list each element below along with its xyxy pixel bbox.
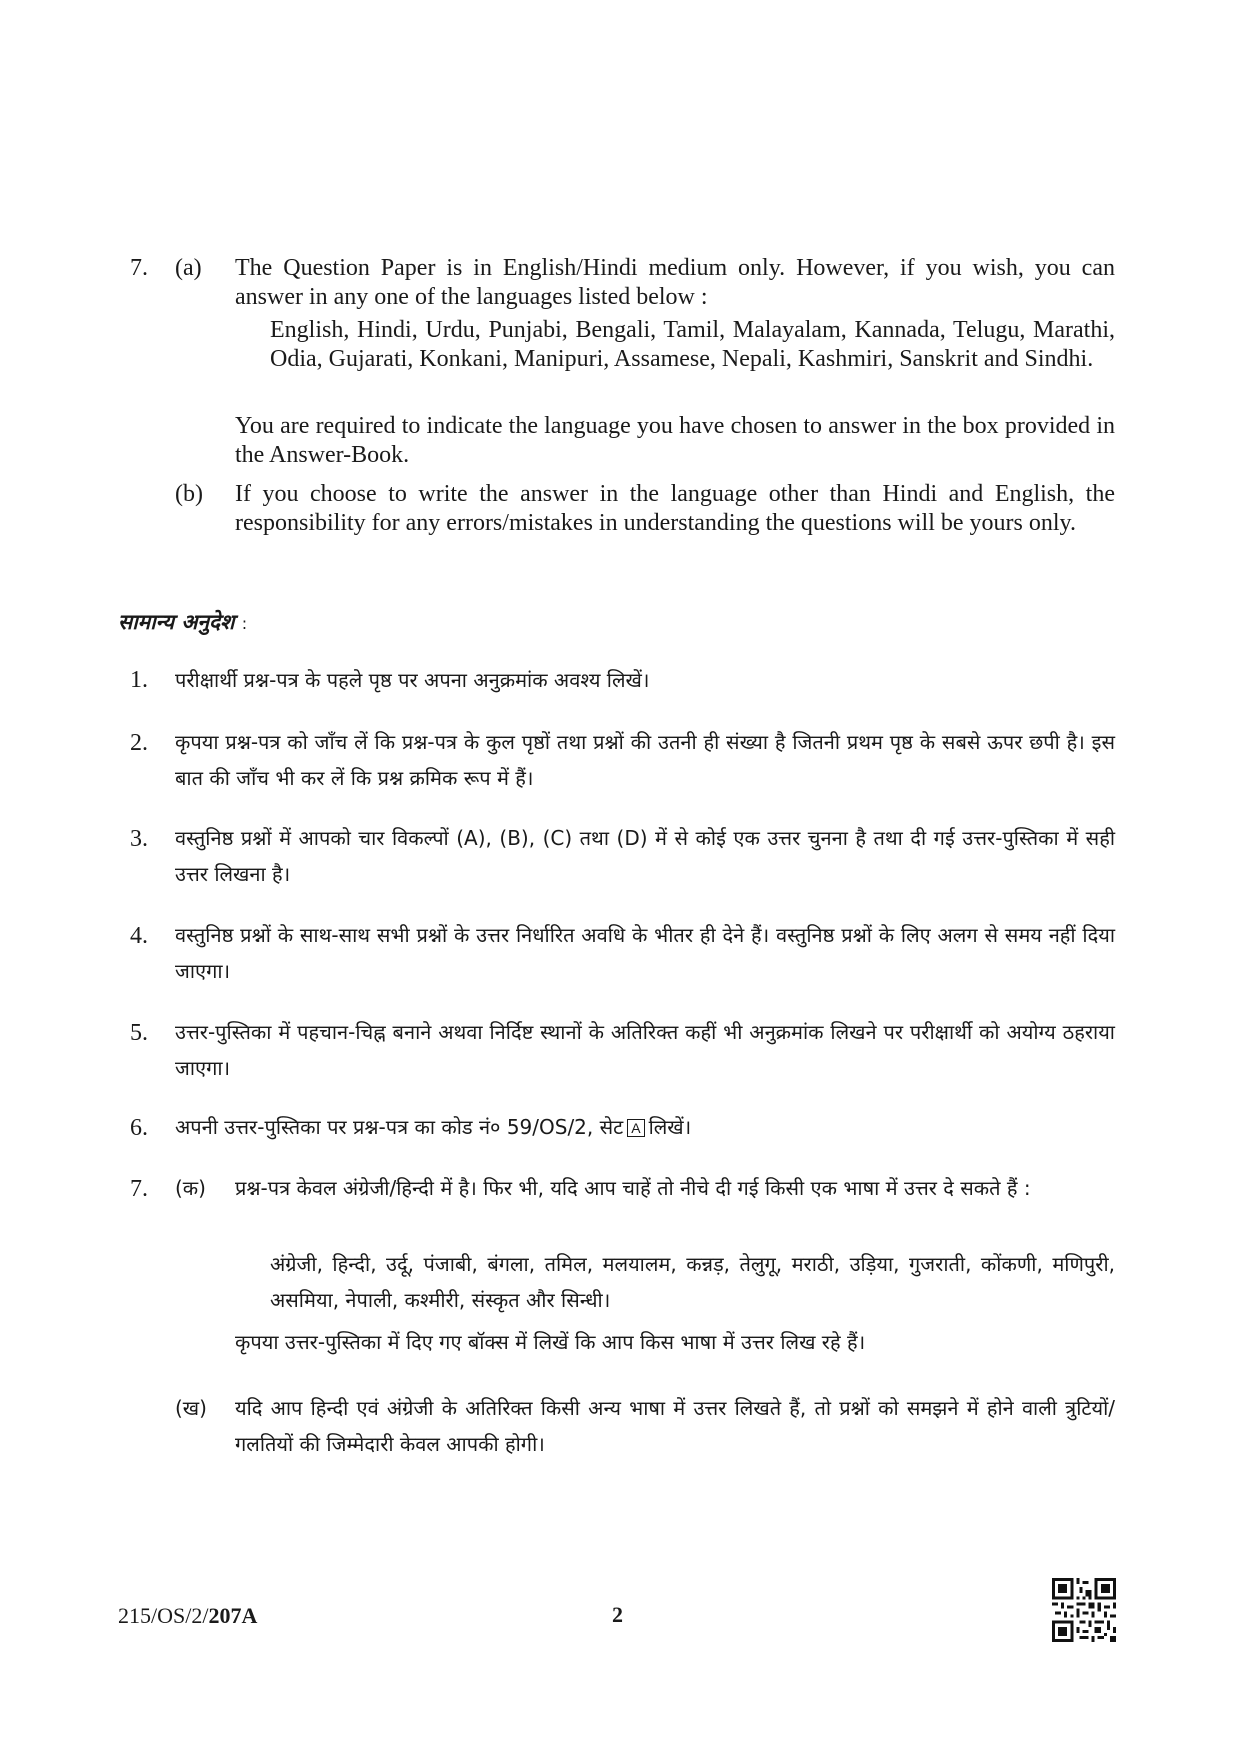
paper-code-bold: 207A	[208, 1603, 258, 1628]
list-item: वस्तुनिष्ठ प्रश्नों के साथ-साथ सभी प्रश्नों के उत्तर निर्धारित अवधि के भीतर ही देने हैं। वस्तुनिष्ठ प्रश्नों के लिए अलग से समय नहीं दिया जाएगा।	[175, 923, 1115, 983]
instruction-note: कृपया उत्तर-पुस्तिका में दिए गए बॉक्स में लिखें कि आप किस भाषा में उत्तर लिख रहे हैं।	[235, 1330, 866, 1354]
item-number: 4.	[130, 923, 148, 949]
item-number: 7.	[130, 1176, 148, 1202]
item-number: 5.	[130, 1020, 148, 1046]
list-item: परीक्षार्थी प्रश्न-पत्र के पहले पृष्ठ पर अपना अनुक्रमांक अवश्य लिखें।	[175, 668, 650, 692]
item-number: 1.	[130, 667, 148, 693]
subitem-label: (ख)	[175, 1396, 207, 1420]
language-list: English, Hindi, Urdu, Punjabi, Bengali, Tamil, Malayalam, Kannada, Telugu, Marathi, Odia, Gujarati, Konkani, Manipuri, Assamese, Nepali, Kashmiri, Sanskrit and Sindhi.	[270, 317, 1115, 372]
list-item: वस्तुनिष्ठ प्रश्नों में आपको चार विकल्पों (A), (B), (C) तथा (D) में से कोई एक उत्तर चुनना है तथा दी गई उत्तर-पुस्तिका में सही उत्तर लिखना है।	[175, 826, 1115, 886]
item-number: 6.	[130, 1115, 148, 1141]
language-list: अंग्रेजी, हिन्दी, उर्दू, पंजाबी, बंगला, तमिल, मलयालम, कन्नड़, तेलुगू, मराठी, उड़िया, गुजराती, कोंकणी, मणिपुरी, असमिया, नेपाली, कश्मीरी, संस्कृत और सिन्धी।	[270, 1252, 1115, 1312]
paper-code	[118, 1603, 257, 1629]
instruction-text: If you choose to write the answer in the language other than Hindi and English, the responsibility for any errors/mistakes in understanding the questions will be yours only.	[235, 481, 1115, 536]
instruction-note: You are required to indicate the language you have chosen to answer in the box provided in the Answer-Book.	[235, 413, 1115, 468]
subitem-label: (क)	[175, 1176, 206, 1200]
qr-code-icon	[1052, 1578, 1116, 1642]
subitem-label: (a)	[175, 255, 202, 281]
paper-code-prefix: 215/OS/2/	[118, 1603, 209, 1628]
heading-text: सामान्य अनुदेश	[118, 610, 235, 634]
instruction-text: यदि आप हिन्दी एवं अंग्रेजी के अतिरिक्त किसी अन्य भाषा में उत्तर लिखते हैं, तो प्रश्नों को समझने में होने वाली त्रुटियों/गलतियों की जिम्मेदारी केवल आपकी होगी।	[235, 1396, 1115, 1456]
item-number: 2.	[130, 730, 148, 756]
item-text: लिखें।	[648, 1115, 692, 1139]
list-item: कृपया प्रश्न-पत्र को जाँच लें कि प्रश्न-पत्र के कुल पृष्ठों तथा प्रश्नों की उतनी ही संख्या है जितनी प्रथम पृष्ठ के सबसे ऊपर छपी है। इस बात की जाँच भी कर लें कि प्रश्न क्रमिक रूप में हैं।	[175, 730, 1115, 790]
item-text: अपनी उत्तर-पुस्तिका पर प्रश्न-पत्र का कोड नं० 59/OS/2, सेट	[175, 1115, 624, 1139]
set-code-box: A	[627, 1119, 644, 1137]
instruction-text: The Question Paper is in English/Hindi medium only. However, if you wish, you can answer in any one of the languages listed below :	[235, 255, 1115, 310]
section-heading	[118, 608, 247, 636]
instruction-text: प्रश्न-पत्र केवल अंग्रेजी/हिन्दी में है। फिर भी, यदि आप चाहें तो नीचे दी गई किसी एक भाषा में उत्तर दे सकते हैं :	[235, 1176, 1031, 1200]
heading-colon: :	[241, 614, 248, 633]
list-item: उत्तर-पुस्तिका में पहचान-चिह्न बनाने अथवा निर्दिष्ट स्थानों के अतिरिक्त कहीं भी अनुक्रमांक लिखने पर परीक्षार्थी को अयोग्य ठहराया जाएगा।	[175, 1020, 1115, 1080]
page-number: 2	[612, 1602, 623, 1627]
list-item	[175, 1109, 1115, 1145]
item-number: 3.	[130, 826, 148, 852]
subitem-label: (b)	[175, 481, 203, 507]
item-number: 7.	[130, 255, 148, 281]
